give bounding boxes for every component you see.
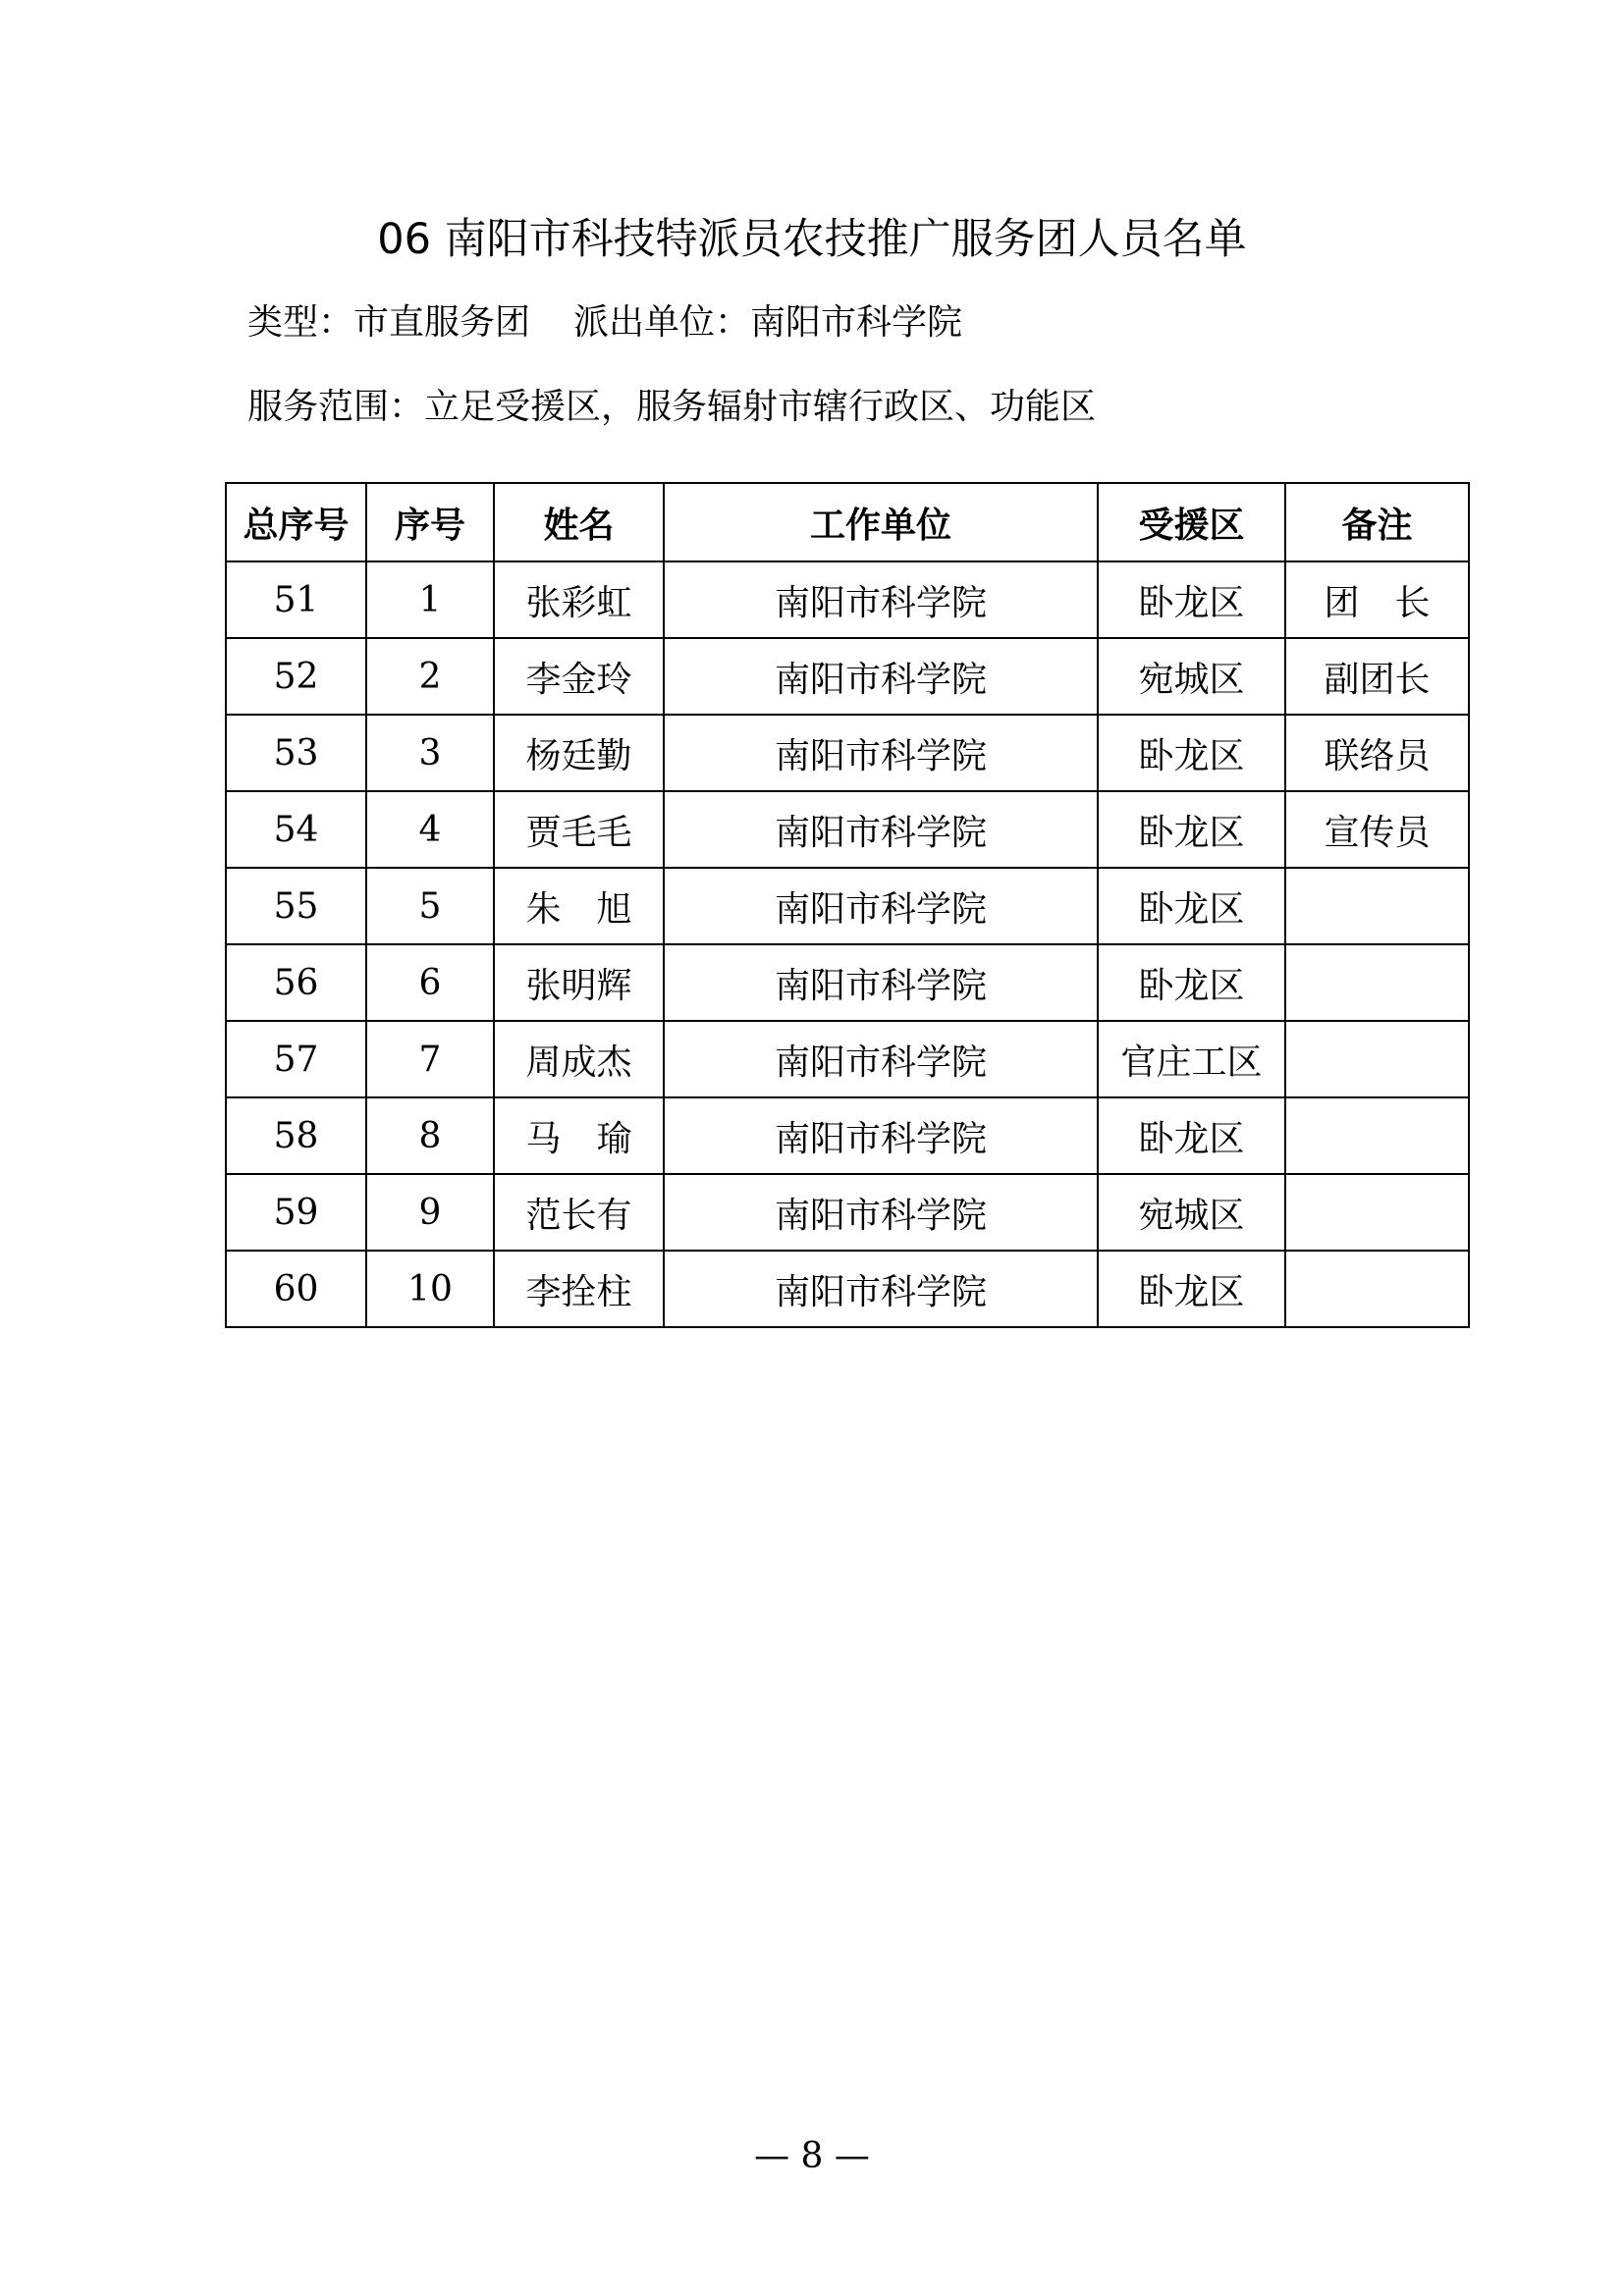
cell-assisted-area: 宛城区 [1098, 1174, 1285, 1251]
header-work-unit: 工作单位 [664, 483, 1098, 561]
cell-name: 马 瑜 [494, 1097, 664, 1174]
cell-index: 5 [366, 868, 494, 944]
cell-name: 范长有 [494, 1174, 664, 1251]
cell-assisted-area: 卧龙区 [1098, 1097, 1285, 1174]
cell-work-unit: 南阳市科学院 [664, 715, 1098, 791]
cell-remark [1285, 1021, 1469, 1097]
cell-total-index: 55 [226, 868, 366, 944]
header-remark: 备注 [1285, 483, 1469, 561]
table-row [226, 715, 1469, 791]
table-header-row [226, 483, 1469, 561]
header-name: 姓名 [494, 483, 664, 561]
table-row [226, 1097, 1469, 1174]
cell-index: 1 [366, 561, 494, 638]
unit-label: 派出单位： [573, 302, 751, 343]
cell-index: 8 [366, 1097, 494, 1174]
meta-type-line [247, 298, 962, 347]
meta-scope-line [247, 383, 1096, 432]
cell-assisted-area: 卧龙区 [1098, 1251, 1285, 1327]
cell-total-index: 54 [226, 791, 366, 868]
cell-assisted-area: 官庄工区 [1098, 1021, 1285, 1097]
cell-name: 周成杰 [494, 1021, 664, 1097]
cell-remark [1285, 944, 1469, 1021]
cell-name: 张彩虹 [494, 561, 664, 638]
cell-index: 6 [366, 944, 494, 1021]
page-title: 06 南阳市科技特派员农技推广服务团人员名单 [377, 215, 1247, 264]
cell-work-unit: 南阳市科学院 [664, 638, 1098, 715]
cell-remark: 联络员 [1285, 715, 1469, 791]
cell-total-index: 58 [226, 1097, 366, 1174]
roster-table [225, 482, 1470, 1328]
cell-remark: 副团长 [1285, 638, 1469, 715]
cell-remark: 团 长 [1285, 561, 1469, 638]
cell-remark [1285, 1251, 1469, 1327]
table-row [226, 944, 1469, 1021]
cell-remark [1285, 1174, 1469, 1251]
cell-assisted-area: 卧龙区 [1098, 561, 1285, 638]
cell-index: 9 [366, 1174, 494, 1251]
cell-work-unit: 南阳市科学院 [664, 791, 1098, 868]
cell-remark: 宣传员 [1285, 791, 1469, 868]
cell-assisted-area: 卧龙区 [1098, 944, 1285, 1021]
cell-assisted-area: 卧龙区 [1098, 715, 1285, 791]
cell-index: 3 [366, 715, 494, 791]
cell-work-unit: 南阳市科学院 [664, 868, 1098, 944]
cell-work-unit: 南阳市科学院 [664, 1251, 1098, 1327]
cell-total-index: 56 [226, 944, 366, 1021]
header-assisted-area: 受援区 [1098, 483, 1285, 561]
cell-index: 4 [366, 791, 494, 868]
cell-name: 贾毛毛 [494, 791, 664, 868]
table-row [226, 791, 1469, 868]
cell-assisted-area: 宛城区 [1098, 638, 1285, 715]
table-row [226, 868, 1469, 944]
scope-label: 服务范围： [247, 387, 425, 427]
cell-name: 张明辉 [494, 944, 664, 1021]
cell-work-unit: 南阳市科学院 [664, 561, 1098, 638]
page-number: — 8 — [754, 2136, 870, 2176]
cell-assisted-area: 卧龙区 [1098, 791, 1285, 868]
cell-index: 2 [366, 638, 494, 715]
cell-work-unit: 南阳市科学院 [664, 944, 1098, 1021]
cell-name: 李拴柱 [494, 1251, 664, 1327]
cell-name: 李金玲 [494, 638, 664, 715]
unit-value: 南阳市科学院 [750, 302, 963, 343]
table-row [226, 1251, 1469, 1327]
cell-assisted-area: 卧龙区 [1098, 868, 1285, 944]
table-row [226, 638, 1469, 715]
cell-index: 7 [366, 1021, 494, 1097]
cell-index: 10 [366, 1251, 494, 1327]
table-row [226, 1174, 1469, 1251]
cell-total-index: 52 [226, 638, 366, 715]
cell-total-index: 51 [226, 561, 366, 638]
cell-total-index: 53 [226, 715, 366, 791]
cell-total-index: 60 [226, 1251, 366, 1327]
table-row [226, 561, 1469, 638]
cell-remark [1285, 1097, 1469, 1174]
type-value: 市直服务团 [353, 302, 531, 343]
type-label: 类型： [247, 302, 354, 343]
header-index: 序号 [366, 483, 494, 561]
cell-name: 杨廷勤 [494, 715, 664, 791]
cell-work-unit: 南阳市科学院 [664, 1174, 1098, 1251]
cell-work-unit: 南阳市科学院 [664, 1021, 1098, 1097]
header-total-index: 总序号 [226, 483, 366, 561]
cell-remark [1285, 868, 1469, 944]
cell-total-index: 59 [226, 1174, 366, 1251]
cell-work-unit: 南阳市科学院 [664, 1097, 1098, 1174]
cell-total-index: 57 [226, 1021, 366, 1097]
table-row [226, 1021, 1469, 1097]
cell-name: 朱 旭 [494, 868, 664, 944]
scope-value: 立足受援区，服务辐射市辖行政区、功能区 [424, 387, 1097, 427]
